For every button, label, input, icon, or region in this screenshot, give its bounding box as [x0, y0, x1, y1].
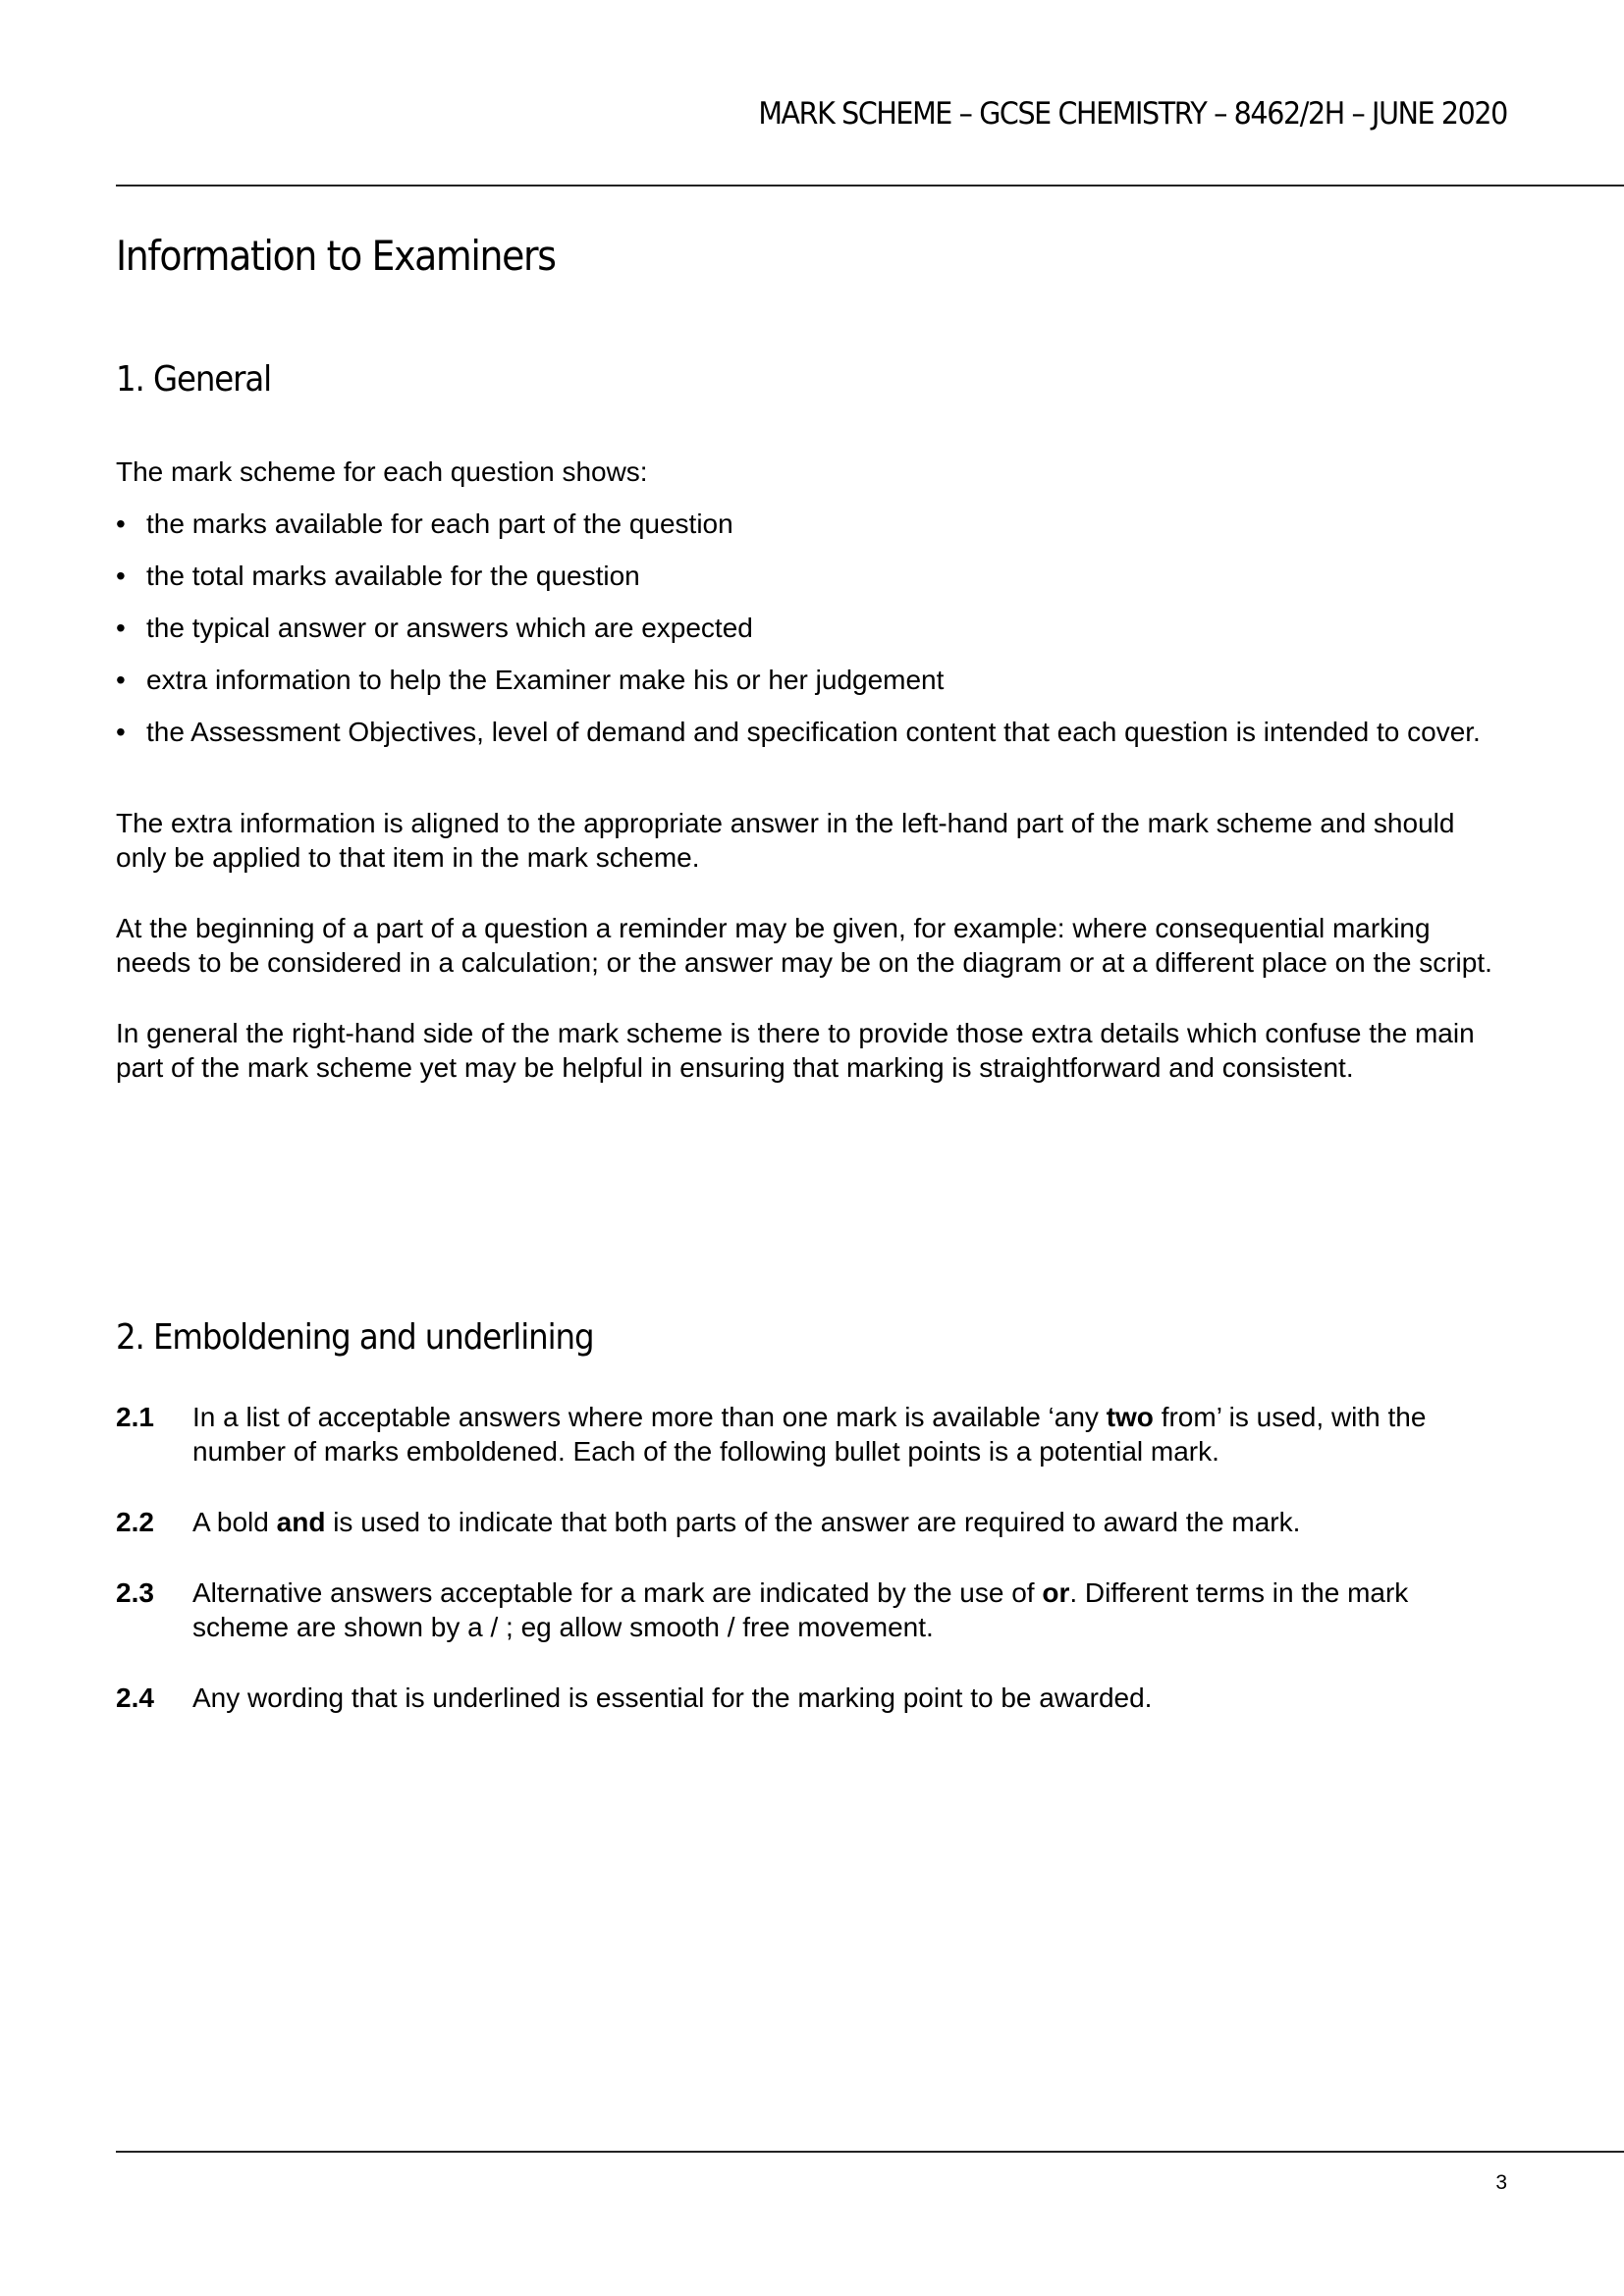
- numbered-item: [116, 1575, 1510, 1644]
- bold-run: two: [1106, 1402, 1154, 1432]
- text-run: Alternative answers acceptable for a mark are indicated by the use of: [192, 1577, 1043, 1608]
- list-item: • extra information to help the Examiner make his or her judgement: [116, 663, 1510, 697]
- text-run: from’ is used, with the number of marks emboldened. Each of the following bullet points is a potential mark.: [192, 1402, 1427, 1467]
- item-text: [192, 1575, 1510, 1644]
- list-item: • the marks available for each part of the question: [116, 507, 1510, 541]
- item-text: Any wording that is underlined is essential for the marking point to be awarded.: [192, 1682, 1153, 1713]
- item-text: [192, 1505, 1300, 1539]
- section-1-body: [116, 454, 1510, 1085]
- item-text: [192, 1400, 1510, 1468]
- bold-run: or: [1042, 1577, 1070, 1608]
- bullet-list: [116, 507, 1510, 749]
- section-1-heading: 1. General: [116, 359, 272, 400]
- list-item: • the typical answer or answers which are expected: [116, 611, 1510, 645]
- bold-run: and: [276, 1507, 326, 1537]
- footer-rule: [116, 2151, 1624, 2153]
- intro-text: The mark scheme for each question shows:: [116, 456, 648, 487]
- numbered-item: [116, 1681, 1510, 1715]
- text-run: . Different terms in the mark scheme are shown by a / ; eg allow smooth / free movement.: [192, 1577, 1409, 1642]
- item-number: 2.1: [116, 1402, 154, 1432]
- text-run: In a list of acceptable answers where more than one mark is available ‘any: [192, 1402, 1107, 1432]
- text-run: is used to indicate that both parts of the answer are required to award the mark.: [325, 1507, 1301, 1537]
- running-header: MARK SCHEME – GCSE CHEMISTRY – 8462/2H – JUNE 2020: [758, 96, 1507, 132]
- list-item: • the total marks available for the question: [116, 559, 1510, 593]
- item-number: 2.3: [116, 1577, 154, 1608]
- item-number: 2.4: [116, 1682, 154, 1713]
- section-2-heading: 2. Emboldening and underlining: [116, 1317, 594, 1358]
- paragraph: The extra information is aligned to the appropriate answer in the left-hand part of the mark scheme and should only be applied to that item in the mark scheme.: [116, 808, 1455, 873]
- numbered-item: [116, 1400, 1510, 1468]
- item-number: 2.2: [116, 1507, 154, 1537]
- list-item: • the Assessment Objectives, level of demand and specification content that each question is intended to cover.: [116, 715, 1510, 749]
- numbered-item: [116, 1505, 1510, 1539]
- header-rule: [116, 185, 1624, 187]
- page-title: Information to Examiners: [116, 232, 556, 280]
- paragraph: In general the right-hand side of the mark scheme is there to provide those extra details which confuse the main part of the mark scheme yet may be helpful in ensuring that marking is straightforward and consistent.: [116, 1018, 1475, 1083]
- text-run: A bold: [192, 1507, 277, 1537]
- page-number: 3: [1495, 2171, 1507, 2194]
- section-2-body: [116, 1400, 1510, 1751]
- paragraph: At the beginning of a part of a question a reminder may be given, for example: where consequential marking needs to be considered in a calculation; or the answer may be on the diagram or at a different place on the script.: [116, 913, 1492, 978]
